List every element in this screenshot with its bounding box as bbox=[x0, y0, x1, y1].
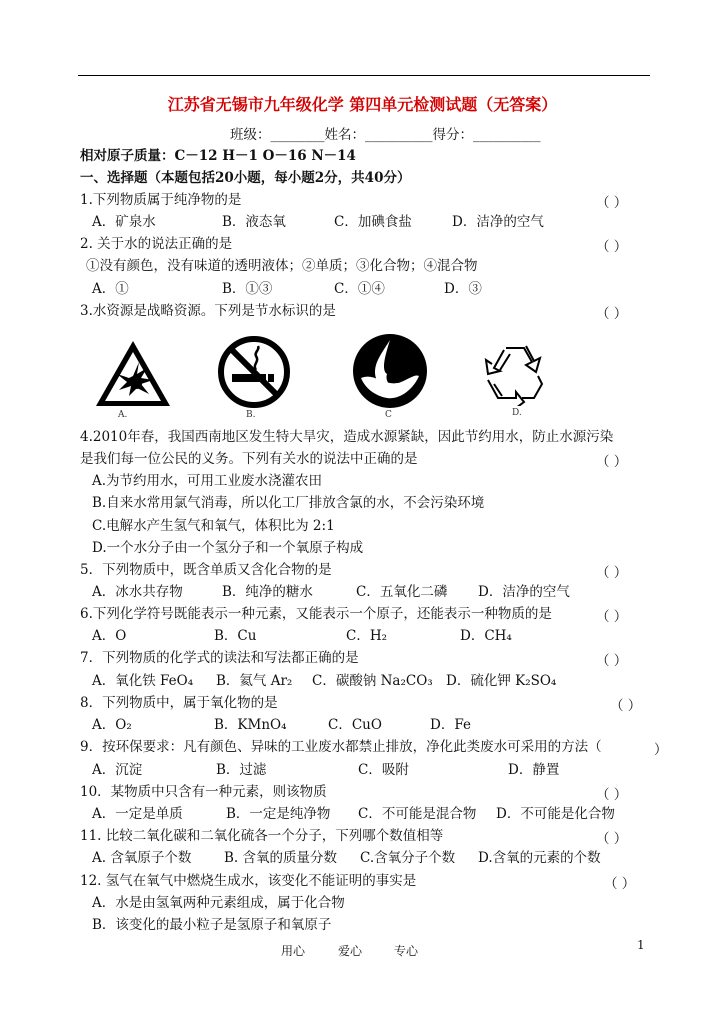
q11-stem: 11. 比较二氧化碳和二氧化硫各一个分子，下列哪个数值相等 bbox=[80, 828, 444, 844]
q8-answer-paren: （ ） bbox=[610, 698, 642, 714]
q10-option-b: B．一定是纯净物 bbox=[226, 806, 331, 822]
q6-stem: 6.下列化学符号既能表示一种元素，又能表示一个原子，还能表示一种物质的是 bbox=[80, 606, 552, 622]
q9-stem: 9．按环保要求：凡有颜色、异味的工业废水都禁止排放，净化此类废水可采用的方法（ bbox=[80, 739, 602, 755]
section-heading: 一、选择题（本题包括20小题，每小题2分，共40分） bbox=[80, 170, 411, 186]
q11-option-c: C.含氧分子个数 bbox=[360, 850, 456, 866]
q10-option-a: A．一定是单质 bbox=[92, 806, 183, 822]
recycle-icon bbox=[480, 340, 550, 406]
q4-option-d: D.一个水分子由一个氢分子和一个氧原子构成 bbox=[92, 540, 364, 556]
q4-option-a: A.为节约用水，可用工业废水浇灌农田 bbox=[92, 473, 323, 489]
q11-option-b: B. 含氧的质量分数 bbox=[224, 850, 338, 866]
q9-option-d: D．静置 bbox=[508, 762, 560, 778]
q3-stem: 3.水资源是战略资源。下列是节水标识的是 bbox=[80, 303, 336, 319]
q8-option-c: C．CuO bbox=[328, 717, 382, 733]
q8-option-d: D．Fe bbox=[430, 717, 471, 733]
q2-option-b: B．①③ bbox=[222, 281, 273, 297]
icon-label-c: C bbox=[385, 410, 392, 420]
q7-option-d: D．硫化钾 K₂SO₄ bbox=[446, 673, 557, 689]
q9-option-b: B．过滤 bbox=[216, 762, 267, 778]
q2-stem: 2. 关于水的说法正确的是 bbox=[80, 236, 233, 252]
q8-option-b: B．KMnO₄ bbox=[214, 717, 287, 733]
q3-answer-paren: （ ） bbox=[596, 306, 628, 322]
icon-label-a: A. bbox=[118, 410, 128, 420]
q12-option-a: A．水是由氢氧两种元素组成，属于化合物 bbox=[92, 895, 345, 911]
q9-option-c: C．吸附 bbox=[358, 762, 409, 778]
student-info-line: 班级：________姓名：__________得分：__________ bbox=[230, 127, 541, 143]
q7-option-b: B．氦气 Ar₂ bbox=[216, 673, 293, 689]
q2-option-a: A．① bbox=[92, 281, 129, 297]
footer-word-2: 爱心 bbox=[338, 944, 363, 958]
q1-stem: 1.下列物质属于纯净物的是 bbox=[80, 192, 242, 208]
q1-answer-paren: （ ） bbox=[596, 195, 628, 211]
q11-answer-paren: （ ） bbox=[596, 831, 628, 847]
top-rule bbox=[78, 75, 650, 76]
q7-stem: 7．下列物质的化学式的读法和写法都正确的是 bbox=[80, 650, 359, 666]
icon-label-b: B. bbox=[246, 410, 256, 420]
q6-option-c: C．H₂ bbox=[346, 628, 388, 644]
page-number: 1 bbox=[637, 938, 645, 952]
q1-option-a: A．矿泉水 bbox=[92, 214, 156, 230]
q7-option-c: C．碳酸钠 Na₂CO₃ bbox=[312, 673, 433, 689]
q4-option-c: C.电解水产生氢气和氧气，体积比为 2:1 bbox=[92, 518, 335, 534]
q5-option-d: D．洁净的空气 bbox=[478, 584, 570, 600]
q1-option-b: B．液态氧 bbox=[222, 214, 286, 230]
footer-word-3: 专心 bbox=[394, 944, 419, 958]
q4-stem-line2: 是我们每一位公民的义务。下列有关水的说法中正确的是 bbox=[80, 451, 418, 467]
q6-option-d: D．CH₄ bbox=[460, 628, 512, 644]
explosive-icon bbox=[93, 338, 173, 410]
water-drop-icon bbox=[351, 332, 429, 410]
q5-answer-paren: （ ） bbox=[596, 565, 628, 581]
q7-option-a: A．氧化铁 FeO₄ bbox=[92, 673, 194, 689]
q12-answer-paren: （ ） bbox=[604, 876, 636, 892]
q10-option-c: C．不可能是混合物 bbox=[358, 806, 477, 822]
q4-answer-paren: （ ） bbox=[596, 454, 628, 470]
q6-answer-paren: （ ） bbox=[596, 609, 628, 625]
q8-option-a: A．O₂ bbox=[92, 717, 132, 733]
q10-stem: 10．某物质中只含有一种元素，则该物质 bbox=[80, 784, 327, 800]
q2-statements: ①没有颜色，没有味道的透明液体；②单质；③化合物；④混合物 bbox=[86, 258, 478, 274]
q11-option-d: D.含氧的元素的个数 bbox=[478, 850, 601, 866]
q10-answer-paren: （ ） bbox=[596, 787, 628, 803]
q9-answer-close: ） bbox=[654, 742, 668, 758]
q5-option-c: C．五氧化二磷 bbox=[356, 584, 448, 600]
q2-option-c: C．①④ bbox=[334, 281, 385, 297]
q10-option-d: D．不可能是化合物 bbox=[496, 806, 615, 822]
q5-option-a: A．冰水共存物 bbox=[92, 584, 183, 600]
footer-word-1: 用心 bbox=[281, 944, 306, 958]
q5-option-b: B．纯净的糖水 bbox=[222, 584, 313, 600]
q5-stem: 5．下列物质中，既含单质又含化合物的是 bbox=[80, 562, 332, 578]
q6-option-a: A．O bbox=[92, 628, 127, 644]
q7-answer-paren: （ ） bbox=[596, 653, 628, 669]
q2-answer-paren: （ ） bbox=[596, 239, 628, 255]
q1-option-c: C．加碘食盐 bbox=[334, 214, 412, 230]
q6-option-b: B．Cu bbox=[214, 628, 257, 644]
q12-stem: 12. 氢气在氧气中燃烧生成水，该变化不能证明的事实是 bbox=[80, 873, 417, 889]
q4-option-b: B.自来水常用氯气消毒，所以化工厂排放含氯的水，不会污染环境 bbox=[92, 495, 485, 511]
page-title: 江苏省无锡市九年级化学 第四单元检测试题（无答案） bbox=[167, 95, 558, 114]
q8-stem: 8．下列物质中，属于氧化物的是 bbox=[80, 695, 278, 711]
q2-option-d: D．③ bbox=[444, 281, 482, 297]
atomic-mass-line: 相对原子质量：C－12 H－1 O－16 N－14 bbox=[80, 148, 356, 164]
q9-option-a: A．沉淀 bbox=[92, 762, 143, 778]
q11-option-a: A. 含氧原子个数 bbox=[92, 850, 192, 866]
no-smoking-icon bbox=[216, 334, 292, 410]
icon-label-d: D. bbox=[512, 408, 522, 418]
q4-stem-line1: 4.2010年春，我国西南地区发生特大旱灾，造成水源紧缺，因此节约用水，防止水源污染 bbox=[80, 429, 614, 445]
q1-option-d: D．洁净的空气 bbox=[452, 214, 544, 230]
q12-option-b: B．该变化的最小粒子是氢原子和氧原子 bbox=[92, 917, 332, 933]
